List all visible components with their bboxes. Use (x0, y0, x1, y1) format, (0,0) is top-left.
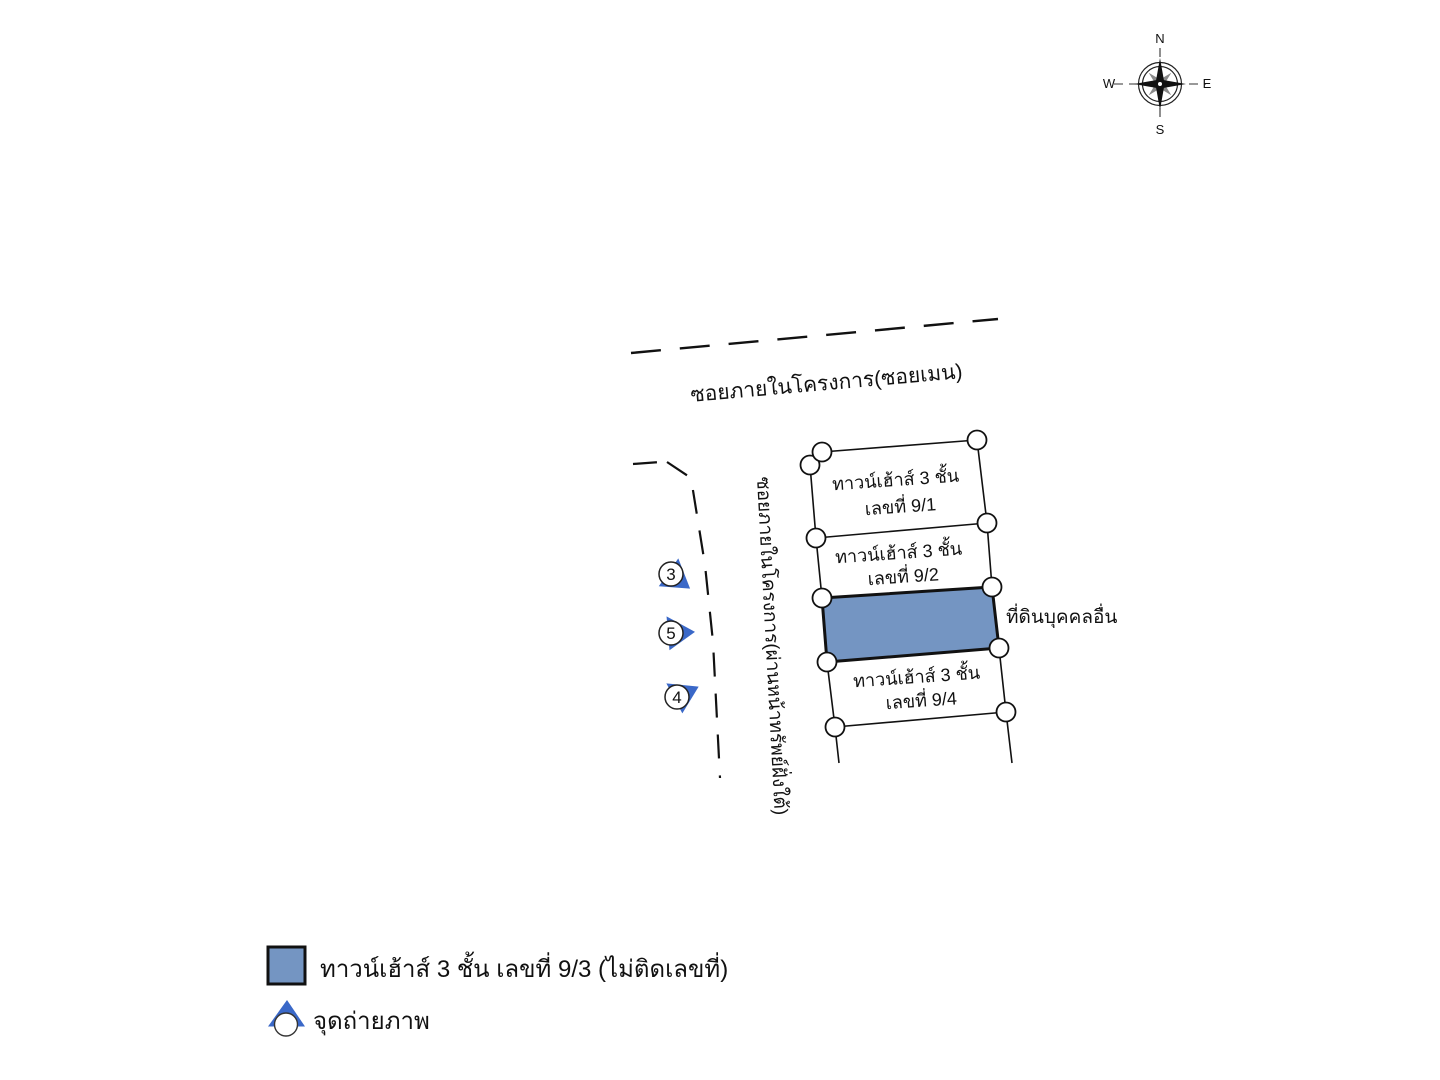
corner-marker (813, 589, 832, 608)
compass-west-label: W (1102, 76, 1116, 91)
camera-marker-number: 3 (666, 565, 676, 584)
plot-divider-4 (835, 712, 1006, 727)
compass-north-label: N (1155, 31, 1165, 46)
plot-9-4-label-line1: ทาวน์เฮ้าส์ 3 ชั้น (852, 662, 981, 692)
plot-9-2-label (834, 536, 964, 592)
corner-marker (997, 703, 1016, 722)
corner-marker (813, 443, 832, 462)
corner-marker (818, 653, 837, 672)
plot-9-1-label (831, 463, 961, 522)
compass-south-label: S (1155, 122, 1165, 137)
plot-top-edge (810, 440, 977, 465)
corner-marker (990, 639, 1009, 658)
legend-camera-icon (268, 1000, 305, 1036)
camera-marker-5 (659, 614, 696, 650)
highlight-plot-9-3 (822, 587, 999, 662)
main-road (631, 319, 998, 407)
compass-rose (1103, 31, 1212, 137)
corner-marker (968, 431, 987, 450)
plot-9-1-label-line2: เลขที่ 9/1 (864, 494, 937, 520)
corner-marker (826, 718, 845, 737)
camera-marker-number: 5 (666, 624, 676, 643)
legend-camera-label: จุดถ่ายภาพ (313, 1008, 430, 1035)
legend-highlight-label: ทาวน์เฮ้าส์ 3 ชั้น เลขที่ 9/3 (ไม่ติดเลขที่) (320, 956, 729, 983)
camera-markers (659, 558, 706, 713)
plot-9-4-label (852, 660, 982, 716)
corner-marker (978, 514, 997, 533)
compass-center-dot (1158, 82, 1162, 86)
camera-marker-number: 4 (672, 688, 682, 707)
plot-block (801, 431, 1118, 764)
camera-marker-3 (659, 558, 701, 601)
compass-east-label: E (1202, 76, 1212, 91)
main-road-label: ซอยภายในโครงการ(ซอยเมน) (689, 360, 964, 407)
camera-point-circle-icon (275, 1013, 298, 1036)
side-road (633, 462, 795, 816)
plot-9-4-label-line2: เลขที่ 9/4 (884, 688, 958, 714)
legend-highlight-swatch (268, 947, 305, 984)
adjacent-land-label: ที่ดินบุคคลอื่น (1006, 607, 1118, 628)
camera-marker-4 (665, 671, 706, 714)
corner-marker (807, 529, 826, 548)
legend (268, 947, 728, 1036)
plot-9-1-label-line1: ทาวน์เฮ้าส์ 3 ชั้น (831, 465, 960, 495)
plot-divider-1 (816, 523, 987, 538)
main-road-dashed-line (631, 319, 998, 353)
side-road-dashed-line (633, 462, 720, 778)
plot-9-2-label-line2: เลขที่ 9/2 (866, 564, 940, 590)
side-road-label: ซอยภายในโครงการ(ผ่านหน้าทรัพย์ฝั่งใต้) (752, 476, 791, 816)
corner-marker (983, 578, 1002, 597)
plot-9-2-label-line1: ทาวน์เฮ้าส์ 3 ชั้น (834, 538, 963, 568)
